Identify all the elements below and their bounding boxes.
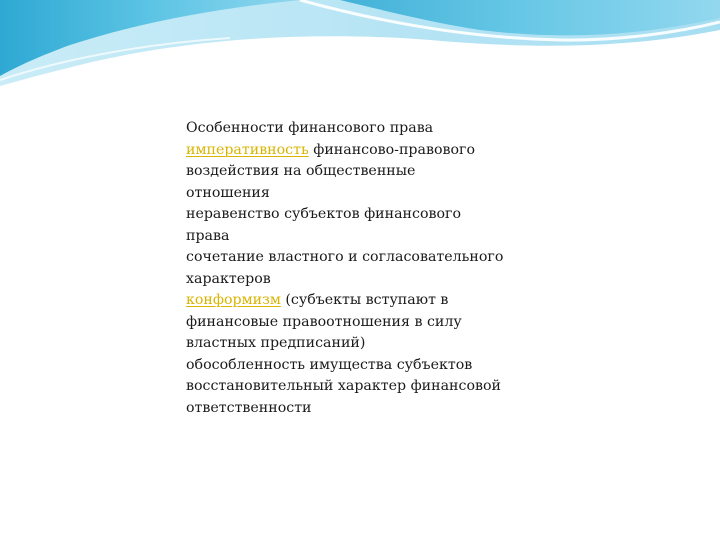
text-line <box>186 247 546 269</box>
line-text: отношения <box>186 184 270 201</box>
text-line <box>186 226 546 248</box>
text-line <box>186 312 546 334</box>
line-text: ответственности <box>186 399 312 416</box>
header-wave-decoration <box>0 0 720 100</box>
text-line <box>186 118 546 140</box>
line-text: восстановительный характер финансовой <box>186 378 501 394</box>
text-line <box>186 355 546 377</box>
hyperlink[interactable]: императивность <box>186 141 309 158</box>
hyperlink[interactable]: конформизм <box>186 292 281 308</box>
text-line <box>186 269 546 291</box>
line-text: воздействия на общественные <box>186 163 416 179</box>
line-text: финансово-правового <box>308 141 475 158</box>
line-text: Особенности финансового права <box>186 120 434 136</box>
line-text: сочетание властного и согласовательного <box>186 249 504 265</box>
line-text: властных предписаний) <box>186 335 366 351</box>
text-line <box>186 161 546 183</box>
text-line <box>186 398 546 420</box>
line-text: финансовые правоотношения в силу <box>186 313 462 330</box>
line-text: обособленность имущества субъектов <box>186 356 473 373</box>
text-line <box>186 376 546 398</box>
text-line <box>186 333 546 355</box>
line-text: права <box>186 227 230 244</box>
line-text: характеров <box>186 270 271 287</box>
text-line <box>186 183 546 205</box>
text-line <box>186 290 546 312</box>
text-line <box>186 140 546 162</box>
line-text: неравенство субъектов финансового <box>186 206 462 222</box>
text-line <box>186 204 546 226</box>
slide-text-body <box>186 118 546 419</box>
line-text: (субъекты вступают в <box>280 292 449 308</box>
